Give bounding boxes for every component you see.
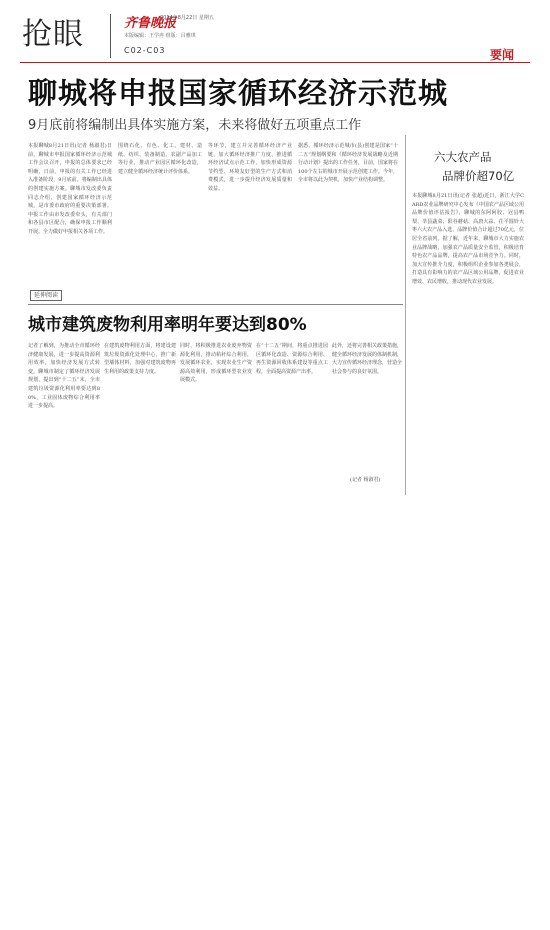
- article1-column-3: 等环节，建立并完善循环经济产业链，加大循环经济推广力度，推进循环经济试点示范工作，加快形成资源节约型、环境友好型的生产方式和消费模式，进一步提升经济发展质量和效益。: [208, 143, 292, 192]
- article2-column-1: 记者了解到，为推动全市循环经济健康发展，进一步提高资源利用效率，加快经济发展方式转变，聊城市制定了循环经济发展规划，提出到“十二五”末，全市建筑垃圾资源化利用率要达到80%，工业固体废物综合利用率进一步提高。: [28, 343, 100, 410]
- sidebar-body: 本报聊城8月21日讯(记者 张超)近日，浙江大学CARD农业品牌研究中心发布《中国农产品区域公用品牌价值评估报告》，聊城的东阿阿胶、冠县鸭梨、莘县蔬菜、阳谷蘑菇、高唐大蒜、茌平圆铃大枣六大农产品入选，品牌价值合计超过70亿元，位居全省前列。据了解，近年来，聊城市大力实施农业品牌战略，加强农产品质量安全监管，积极培育特色农产品品牌，提高农产品市场竞争力。同时，加大宣传推介力度，积极组织企业参加各类展会，打造具有影响力的农产品区域公用品牌，促进农业增效、农民增收，推动现代农业发展。: [412, 193, 524, 285]
- related-reading-box: 延伸阅读: [30, 290, 62, 301]
- sidebar-headline-line-1: 六大农产品: [434, 150, 492, 164]
- dateline: 2014年8月22日 星期五: [160, 15, 214, 21]
- article2-column-4: 在“十二五”期间，将重点推进园区循环化改造、资源综合利用、再生资源回收体系建设等重点工程，全面提高资源产出率。: [256, 343, 328, 375]
- section-rule: [28, 304, 403, 305]
- article1-headline: 聊城将申报国家循环经济示范城: [28, 76, 449, 110]
- header-divider: [110, 14, 111, 58]
- editors-line: 本版编辑：王学冉 组版：吕雅琪: [124, 33, 196, 39]
- article2-column-5: 此外，还将完善相关政策措施，健全循环经济发展的体制机制，大力宣传循环经济理念，营造全社会参与的良好氛围。: [332, 343, 402, 375]
- article1-column-1: 本报聊城8月21日讯(记者 杨淑君)日前，聊城市申报国家循环经济示范城工作会议召开，申报的总体要求已经明确，日前，申报的有关工作已经进入准备阶段，9月底前，将编制出具体的创建实施方案。聊城市发改委负责同志介绍，创建国家循环经济示范城，是市委市政府的重要决策部署。申报工作由市发改委牵头，有关部门和各县市区配合，确保申报工作顺利开展。全力做好申报相关各项工作。: [28, 143, 112, 235]
- article2-headline: 城市建筑废物利用率明年要达到80%: [28, 315, 307, 335]
- section-tag: 要闻: [490, 48, 515, 62]
- article2-column-2: 在建筑废物利用方面，将建设建筑垃圾资源化处理中心，推广新型墙体材料，加强对建筑废物再生利用的政策支持力度。: [104, 343, 176, 375]
- sidebar-headline-line-2: 品牌价超70亿: [442, 169, 515, 183]
- sidebar-headline: [434, 148, 524, 186]
- masthead: 齐鲁晚报: [124, 16, 177, 31]
- article1-column-4: 据悉，循环经济示范城市(县)创建是国家“十二五”规划纲要和《循环经济发展战略及近期行动计划》提出的工作任务，目前，国家将在100个左右的城市开展示范创建工作。今年，全市将以此为契机，加快产业结构调整。: [298, 143, 398, 184]
- column-separator: [405, 135, 406, 495]
- page-numbers: C02-C03: [124, 46, 166, 55]
- article2-byline: (记者 杨淑君): [350, 477, 381, 483]
- header-rule: [20, 62, 530, 63]
- article1-column-2: 围绕石化、有色、化工、建材、造纸、纺织、装备制造、农副产品加工等行业，推动产业园区循环化改造，建立健全循环经济统计评价体系。: [118, 143, 202, 175]
- section-name: 抢眼: [22, 17, 84, 52]
- article1-subheadline: 9月底前将编制出具体实施方案，未来将做好五项重点工作: [28, 118, 362, 133]
- article2-column-3: 同时，将积极推进农业废弃物资源化利用，推动秸秆综合利用，发展循环农业，实现农业生产资源高效利用，形成循环型农业发展模式。: [180, 343, 252, 384]
